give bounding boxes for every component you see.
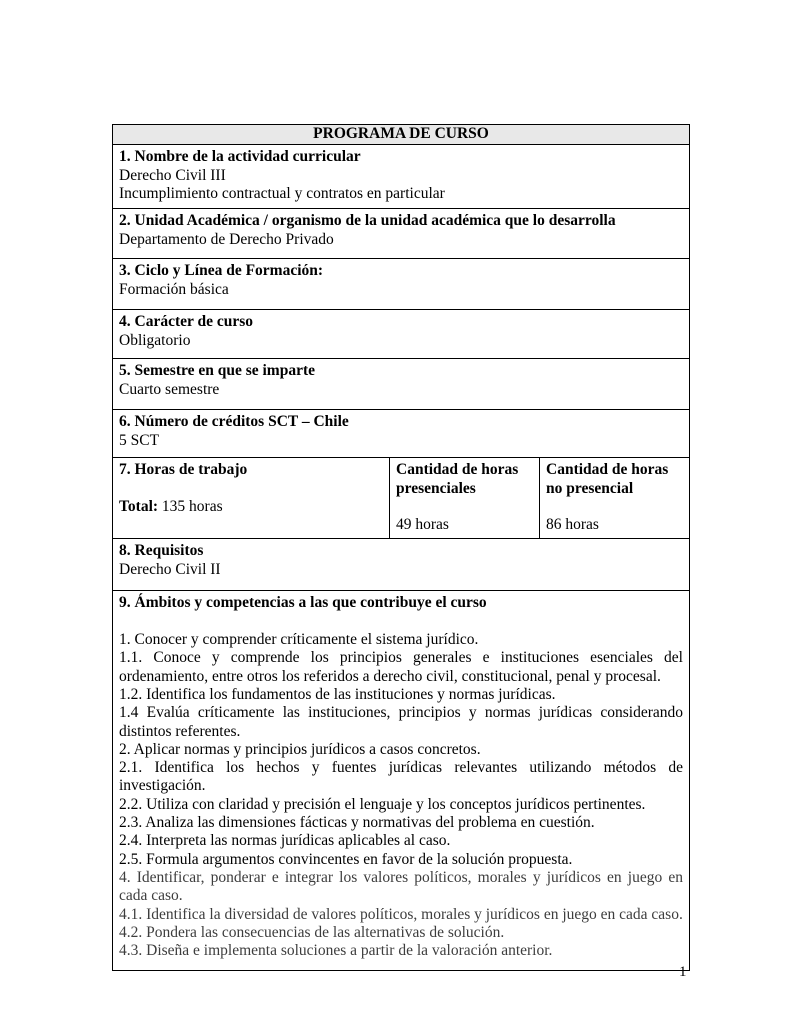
section-title: 1. Nombre de la actividad curricular <box>119 148 361 166</box>
formation-line: Formación básica <box>119 280 229 298</box>
total-value: 135 horas <box>158 497 223 515</box>
competency-item: 1. Conocer y comprender críticamente el sistema jurídico. <box>119 631 479 649</box>
credits-value: 5 SCT <box>119 431 160 449</box>
section-nombre-actividad <box>113 145 689 209</box>
competency-item: 2.4. Interpreta las normas jurídicas aplicables al caso. <box>119 832 451 850</box>
course-program-table <box>112 124 690 971</box>
section-title: 6. Número de créditos SCT – Chile <box>119 413 349 431</box>
column-header: Cantidad de horas presenciales <box>396 461 519 497</box>
competency-item: 2.1. Identifica los hechos y fuentes jurídicas relevantes utilizando métodos de investigación. <box>119 759 683 795</box>
course-name: Derecho Civil III <box>119 166 226 184</box>
competency-item: 2.5. Formula argumentos convincentes en favor de la solución propuesta. <box>119 850 573 868</box>
section-title: 2. Unidad Académica / organismo de la unidad académica que lo desarrolla <box>119 212 616 230</box>
section-requisitos <box>113 539 689 591</box>
spacer <box>119 613 683 631</box>
competency-item: 2.3. Analiza las dimensiones fácticas y normativas del problema en cuestión. <box>119 814 595 832</box>
section-title: 8. Requisitos <box>119 542 204 560</box>
competency-item: 4. Identificar, ponderar e integrar los valores políticos, morales y jurídicos en juego en cada caso. <box>119 868 683 905</box>
spacer <box>119 480 383 498</box>
section-caracter-curso <box>113 310 689 359</box>
page-number: 1 <box>679 964 687 980</box>
table-title-row <box>113 125 689 145</box>
course-subtitle: Incumplimiento contractual y contratos en particular <box>119 184 445 202</box>
course-character: Obligatorio <box>119 331 191 349</box>
document-title: PROGRAMA DE CURSO <box>313 125 489 142</box>
section-unidad-academica <box>113 209 689 259</box>
competency-item: 4.1. Identifica la diversidad de valores políticos, morales y jurídicos en juego en cada caso. <box>119 905 683 923</box>
spacer <box>546 498 683 516</box>
no-presencial-hours-value: 86 horas <box>546 516 599 534</box>
section-horas-trabajo <box>113 458 689 539</box>
section-title: 5. Semestre en que se imparte <box>119 362 316 380</box>
total-label: Total: <box>119 497 159 515</box>
competency-item: 4.2. Pondera las consecuencias de las alternativas de solución. <box>119 923 505 941</box>
hours-total-cell <box>113 458 390 538</box>
competency-item: 1.4 Evalúa críticamente las instituciones, principios y normas jurídicas considerando distintos referentes. <box>119 704 683 740</box>
competency-item: 2.2. Utiliza con claridad y precisión el lenguaje y los conceptos jurídicos pertinentes. <box>119 795 646 813</box>
section-ambitos-competencias <box>113 591 689 970</box>
column-header: Cantidad de horas no presencial <box>546 461 669 497</box>
competency-item: 4.3. Diseña e implementa soluciones a partir de la valoración anterior. <box>119 942 553 960</box>
section-title: 3. Ciclo y Línea de Formación: <box>119 262 324 280</box>
competency-item: 2. Aplicar normas y principios jurídicos a casos concretos. <box>119 740 481 758</box>
competency-item: 1.2. Identifica los fundamentos de las instituciones y normas jurídicas. <box>119 685 556 703</box>
section-title: 9. Ámbitos y competencias a las que contribuye el curso <box>119 594 487 612</box>
hours-presencial-cell <box>390 458 540 538</box>
section-semestre <box>113 359 689 410</box>
hours-total-line <box>119 498 383 516</box>
section-title: 7. Horas de trabajo <box>119 461 248 479</box>
section-creditos-sct <box>113 410 689 458</box>
section-title: 4. Carácter de curso <box>119 313 254 331</box>
department-name: Departamento de Derecho Privado <box>119 230 334 248</box>
presencial-hours-value: 49 horas <box>396 516 449 534</box>
prerequisite-value: Derecho Civil II <box>119 560 221 578</box>
hours-no-presencial-cell <box>540 458 689 538</box>
semester-value: Cuarto semestre <box>119 380 220 398</box>
competency-item: 1.1. Conoce y comprende los principios generales e instituciones esenciales del ordenamiento, entre otros los referidos a derecho civil, constitucional, penal y procesal. <box>119 649 683 685</box>
section-ciclo-linea <box>113 259 689 310</box>
spacer <box>396 498 533 516</box>
